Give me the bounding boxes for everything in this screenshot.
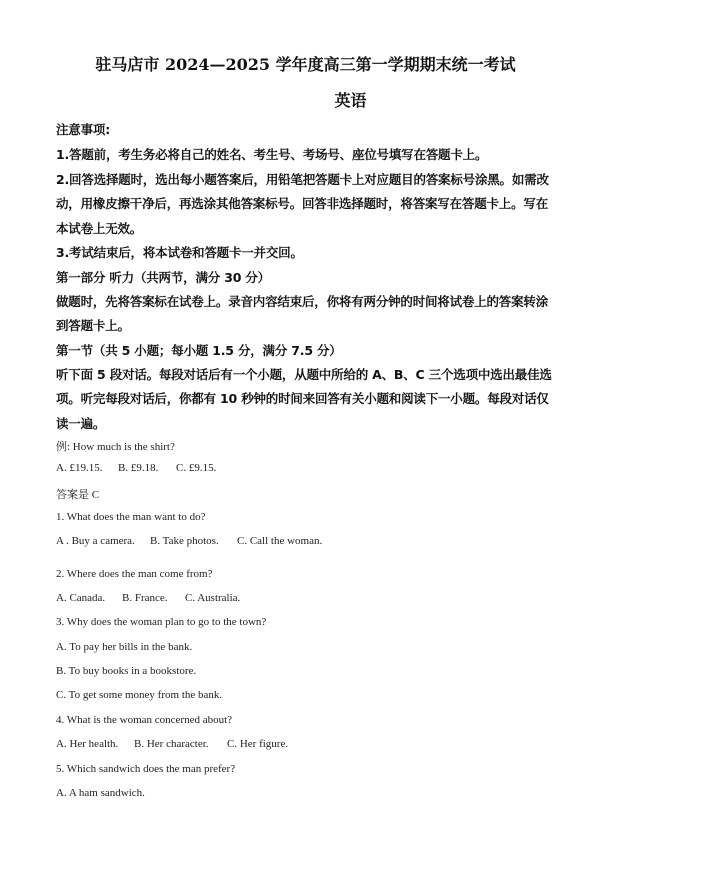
option: A. Her health. <box>56 738 119 750</box>
section1-instruction: 听下面 5 段对话。每段对话后有一个小题，从题中所给的 A、B、C 三个选项中选出最佳选 <box>56 367 552 382</box>
question-2-options <box>56 592 240 604</box>
question-5-option-a: A. A ham sandwich. <box>56 787 145 799</box>
option: B. Take photos. <box>150 535 219 547</box>
question-2: 2. Where does the man come from? <box>56 568 213 580</box>
option: B. France. <box>122 592 168 604</box>
question-4-options <box>56 738 288 750</box>
notice-line: 3.考试结束后，将本试卷和答题卡一并交回。 <box>56 245 303 260</box>
option: C. Her figure. <box>227 738 289 750</box>
option: A . Buy a camera. <box>56 535 135 547</box>
part1-heading: 第一部分 听力（共两节，满分 30 分） <box>56 270 270 285</box>
subject-title: 英语 <box>334 91 367 110</box>
option: C. Australia. <box>185 592 241 604</box>
example-question: 例: How much is the shirt? <box>56 441 175 453</box>
notice-line: 动，用橡皮擦干净后，再选涂其他答案标号。回答非选择题时，将答案写在答题卡上。写在 <box>56 196 549 211</box>
part1-instruction: 做题时，先将答案标在试卷上。录音内容结束后，你将有两分钟的时间将试卷上的答案转涂 <box>56 294 549 309</box>
example-options <box>56 462 216 474</box>
option: C. Call the woman. <box>237 535 323 547</box>
section1-instruction: 读一遍。 <box>56 416 106 431</box>
question-3-option-a: A. To pay her bills in the bank. <box>56 641 193 653</box>
notice-line: 2.回答选择题时，选出每小题答案后，用铅笔把答题卡上对应题目的答案标号涂黑。如需改 <box>56 172 549 187</box>
section1-heading: 第一节（共 5 小题；每小题 1.5 分，满分 7.5 分） <box>56 343 342 358</box>
question-4: 4. What is the woman concerned about? <box>56 714 233 726</box>
question-5: 5. Which sandwich does the man prefer? <box>56 763 236 775</box>
question-3: 3. Why does the woman plan to go to the town? <box>56 616 267 628</box>
notice-line: 1.答题前，考生务必将自己的姓名、考生号、考场号、座位号填写在答题卡上。 <box>56 147 488 162</box>
notice-line: 本试卷上无效。 <box>56 221 143 236</box>
question-1-options <box>56 535 322 547</box>
section1-instruction: 项。听完每段对话后，你都有 10 秒钟的时间来回答有关小题和阅读下一小题。每段对话仅 <box>56 391 549 406</box>
option: C. £9.15. <box>176 462 217 474</box>
exam-title: 驻马店市 2024—2025 学年度高三第一学期期末统一考试 <box>95 55 516 74</box>
example-answer: 答案是 C <box>56 489 100 501</box>
notice-heading: 注意事项: <box>56 122 110 137</box>
question-3-option-c: C. To get some money from the bank. <box>56 689 223 701</box>
option: A. £19.15. <box>56 462 103 474</box>
part1-instruction: 到答题卡上。 <box>56 318 130 333</box>
question-1: 1. What does the man want to do? <box>56 511 206 523</box>
option: B. £9.18. <box>118 462 159 474</box>
option: B. Her character. <box>134 738 209 750</box>
option: A. Canada. <box>56 592 106 604</box>
question-3-option-b: B. To buy books in a bookstore. <box>56 665 197 677</box>
